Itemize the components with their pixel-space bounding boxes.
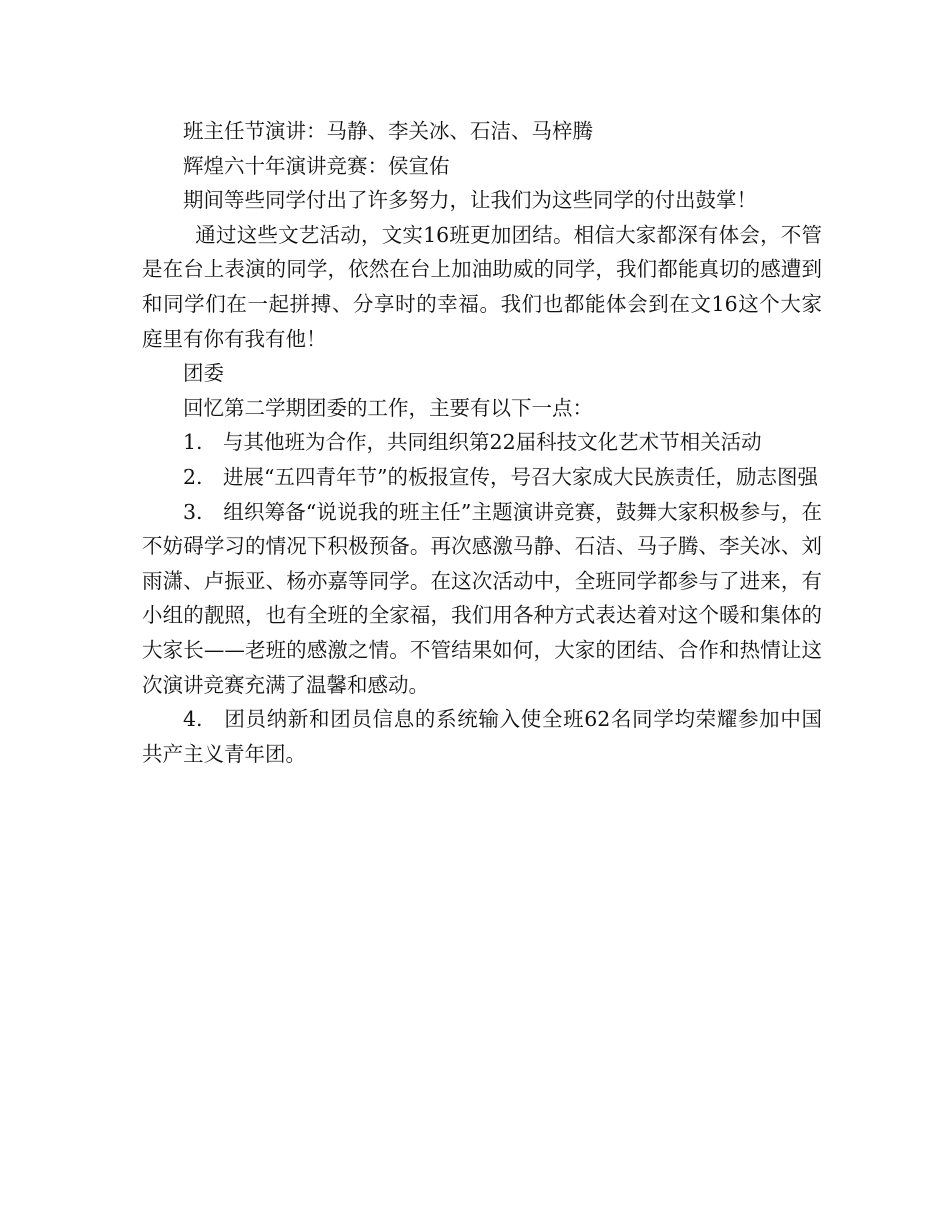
paragraph-sixty-years-speech: 辉煌六十年演讲竞赛：侯宣佑 [183,153,450,178]
paragraph-unity: 通过这些文艺活动，文实16班更加团结。相信大家都深有体会，不管是在台上表演的同学，依然在台上加油助威的同学，我们都能真切的感遭到和同学们在一起拼搏、分享时的幸福。我们也都能体会到在文16这个大家庭里有你有我有他！ [142,222,822,351]
paragraph-applause: 期间等些同学付出了许多努力，让我们为这些同学的付出鼓掌！ [183,188,757,213]
section-heading-youth-league: 团委 [183,361,224,386]
list-item-4: 4. 团员纳新和团员信息的系统输入使全班62名同学均荣耀参加中国共产主义青年团。 [142,707,822,766]
list-item-1: 1. 与其他班为合作，共同组织第22届科技文化艺术节相关活动 [183,430,762,455]
paragraph-review-intro: 回忆第二学期团委的工作，主要有以下一点： [183,395,593,420]
list-item-3: 3. 组织筹备“说说我的班主任”主题演讲竞赛，鼓舞大家积极参与，在不妨碍学习的情况下积极预备。再次感激马静、石洁、马子腾、李关冰、刘雨潇、卢振亚、杨亦嘉等同学。在这次活动中，全班同学都参与了进来，有小组的靓照，也有全班的全家福，我们用各种方式表达着对这个暖和集体的大家长——老班的感激之情。不管结果如何，大家的团结、合作和热情让这次演讲竞赛充满了温馨和感动。 [142,499,822,697]
list-item-2: 2. 进展“五四青年节”的板报宣传，号召大家成大民族责任，励志图强 [183,464,819,489]
paragraph-headteacher-speech: 班主任节演讲：马静、李关冰、石洁、马梓腾 [183,119,593,143]
document-body [142,114,822,771]
